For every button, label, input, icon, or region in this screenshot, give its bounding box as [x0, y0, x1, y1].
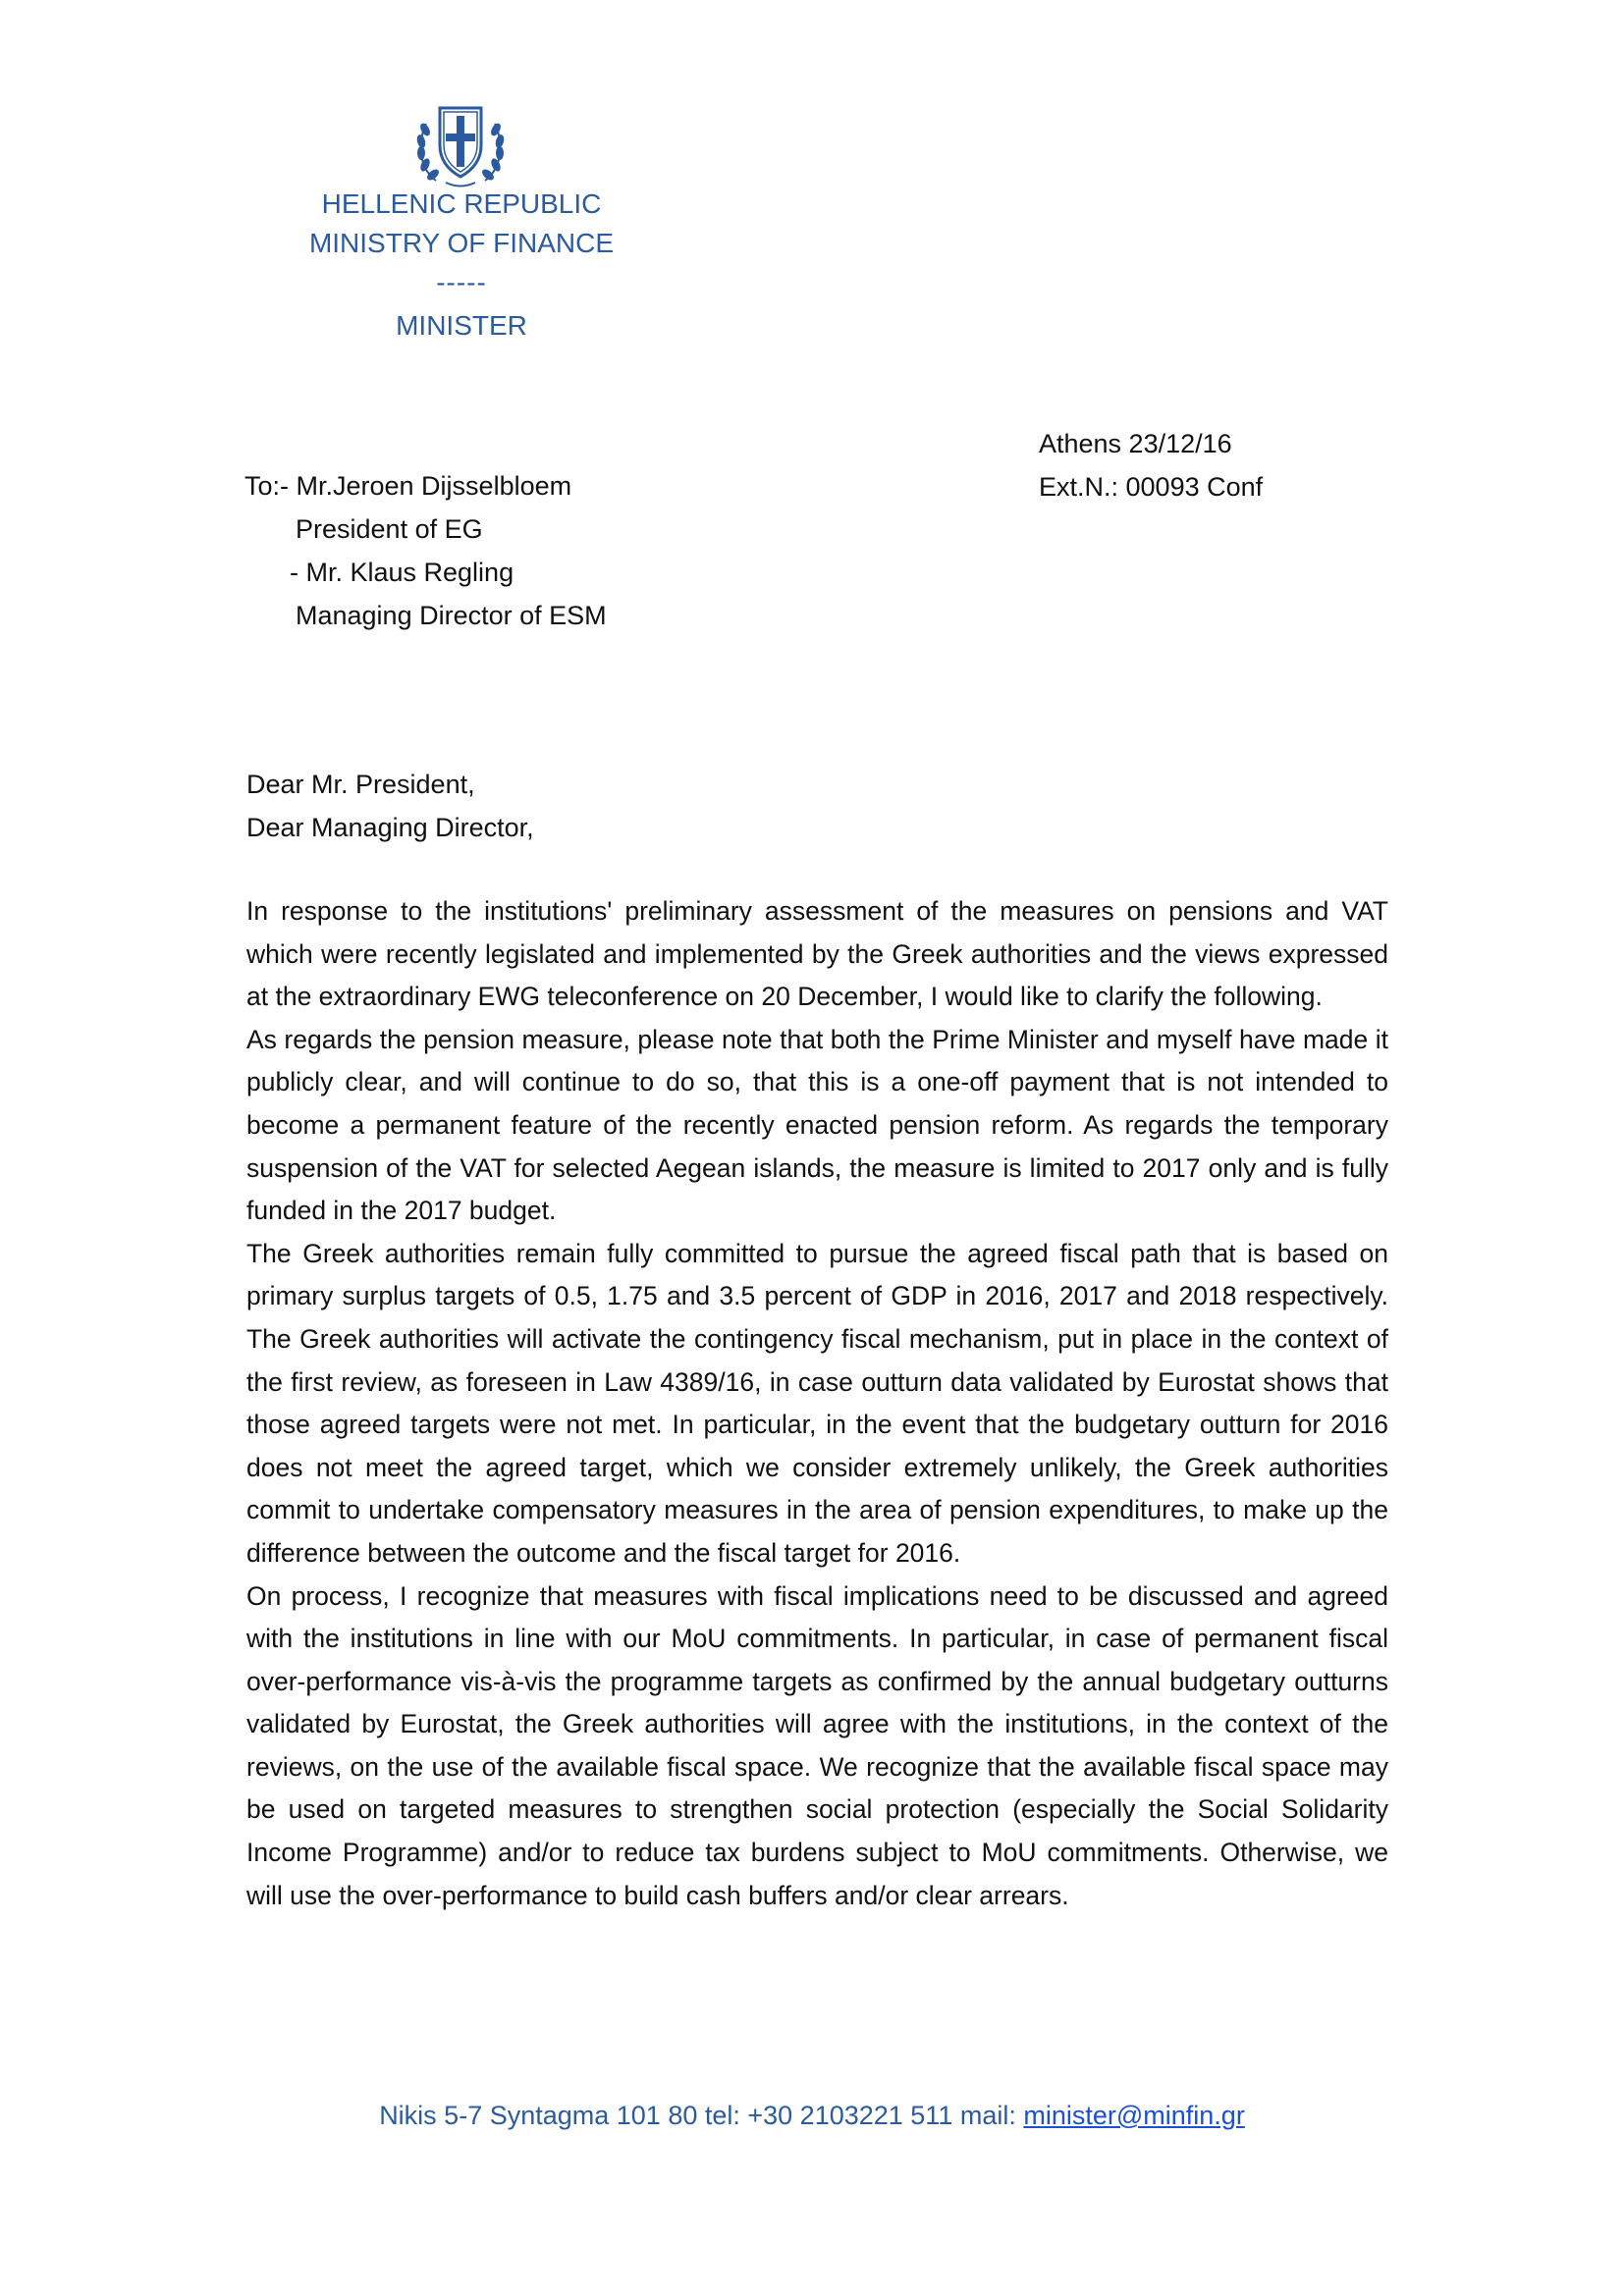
letterhead-minister: MINISTER: [396, 310, 527, 341]
body-paragraph-2: As regards the pension measure, please note that both the Prime Minister and myself have made it publicly clear, and will continue to do so, that this is a one-off payment that is not intended to become a permanent feature of the recently enacted pension reform. As regards the temporary suspension of the VAT for selected Aegean islands, the measure is limited to 2017 only and is fully funded in the 2017 budget.: [246, 1024, 1388, 1226]
body-paragraph-4: On process, I recognize that measures with fiscal implications need to be discussed and agreed with the institutions in line with our MoU commitments. In particular, in case of permanent fiscal over-performance vis-à-vis the programme targets as confirmed by the annual budgetary outturns validated by Eurostat, the Greek authorities will agree with the institutions, in the context of the reviews, on the use of the available fiscal space. We recognize that the available fiscal space may be used on targeted measures to strengthen social protection (especially the Social Solidarity Income Programme) and/or to reduce tax burdens subject to MoU commitments. Otherwise, we will use the over-performance to build cash buffers and/or clear arrears.: [246, 1580, 1388, 1910]
letter-date: Athens 23/12/16: [1039, 429, 1232, 458]
recipient-line-4: Managing Director of ESM: [296, 601, 607, 630]
recipient-line-2: President of EG: [296, 514, 483, 544]
footer-email-link[interactable]: minister@minfin.gr: [1023, 2101, 1245, 2130]
letterhead-ministry: MINISTRY OF FINANCE: [308, 228, 615, 258]
letterhead: [265, 185, 658, 346]
body-paragraph-1: In response to the institutions' preliminary assessment of the measures on pensions and VAT which were recently legislated and implemented by the Greek authorities and the views expressed at the extraordinary EWG teleconference on 20 December, I would like to clarify the following.: [246, 896, 1388, 1012]
recipient-line-3: - Mr. Klaus Regling: [290, 558, 514, 587]
letterhead-republic: HELLENIC REPUBLIC: [321, 188, 602, 219]
recipient-line-1: To:- Mr.Jeroen Dijsselbloem: [244, 471, 572, 501]
date-reference-block: [1039, 422, 1263, 508]
salutation-line-2: Dear Managing Director,: [246, 813, 534, 842]
letter-body: [246, 890, 1388, 1917]
footer-address: Nikis 5-7 Syntagma 101 80 tel: +30 2103221 511 mail:: [379, 2101, 1024, 2130]
letterhead-separator: -----: [436, 267, 487, 297]
letter-reference: Ext.N.: 00093 Conf: [1039, 472, 1264, 502]
salutation-line-1: Dear Mr. President,: [246, 770, 475, 799]
recipients-block: [244, 464, 607, 637]
greek-coat-of-arms-icon: [406, 94, 514, 192]
body-paragraph-3: The Greek authorities remain fully committed to pursue the agreed fiscal path that is based on primary surplus targets of 0.5, 1.75 and 3.5 percent of GDP in 2016, 2017 and 2018 respectively. The Greek authorities will activate the contingency fiscal mechanism, put in place in the context of the first review, as foreseen in Law 4389/16, in case outturn data validated by Eurostat shows that those agreed targets were not met. In particular, in the event that the budgetary outturn for 2016 does not meet the agreed target, which we consider extremely unlikely, the Greek authorities commit to undertake compensatory measures in the area of pension expenditures, to make up the difference between the outcome and the fiscal target for 2016.: [246, 1238, 1388, 1568]
salutation: [246, 763, 534, 849]
footer-contact: [0, 2101, 1624, 2131]
